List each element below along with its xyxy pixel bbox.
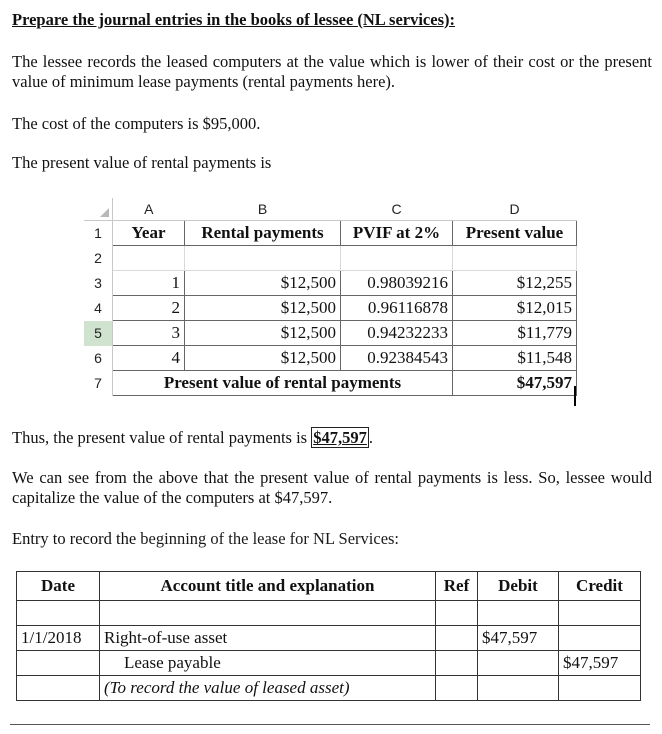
cost-paragraph: The cost of the computers is $95,000.: [12, 114, 261, 133]
credit-account: Lease payable: [100, 651, 436, 676]
journal-header-ref: Ref: [436, 572, 478, 601]
empty-cell: [478, 651, 559, 676]
total-value-cell[interactable]: $47,597: [453, 371, 577, 396]
column-header-d[interactable]: D: [453, 198, 577, 221]
pv-intro-paragraph: The present value of rental payments is: [12, 153, 272, 172]
intro-paragraph: The lessee records the leased computers at the value which is lower of their cost or the present value of minimum lease payments (rental payments here).: [12, 52, 652, 91]
pv-result-period: .: [368, 428, 373, 447]
year-cell[interactable]: 3: [113, 321, 185, 346]
year-cell[interactable]: 1: [113, 271, 185, 296]
pv-result-text: Thus, the present value of rental payments is: [12, 428, 312, 447]
credit-amount: $47,597: [559, 651, 641, 676]
pv-cell[interactable]: $12,015: [453, 296, 577, 321]
row-number[interactable]: 4: [84, 296, 113, 321]
header-year[interactable]: Year: [113, 221, 185, 246]
year-cell[interactable]: 4: [113, 346, 185, 371]
capitalize-paragraph: We can see from the above that the present value of rental payments is less. So, lessee would capitalize the value of the computers at $47,597.: [12, 468, 652, 507]
select-all-corner[interactable]: [84, 198, 113, 221]
empty-cell: [436, 651, 478, 676]
year-cell[interactable]: 2: [113, 296, 185, 321]
journal-entry-table: [16, 571, 641, 701]
pvif-cell[interactable]: 0.98039216: [341, 271, 453, 296]
empty-cell: [436, 626, 478, 651]
empty-cell: [436, 601, 478, 626]
pv-result-paragraph: [12, 428, 373, 448]
text-cursor: [574, 386, 576, 406]
column-header-c[interactable]: C: [341, 198, 453, 221]
debit-account: Right-of-use asset: [100, 626, 436, 651]
row-number[interactable]: 7: [84, 371, 113, 396]
pvif-cell[interactable]: 0.92384543: [341, 346, 453, 371]
row-number[interactable]: 6: [84, 346, 113, 371]
empty-cell: [17, 601, 100, 626]
empty-cell[interactable]: [453, 246, 577, 271]
bottom-divider: [10, 724, 650, 725]
pvif-cell[interactable]: 0.96116878: [341, 296, 453, 321]
empty-cell: [559, 626, 641, 651]
empty-cell: [559, 676, 641, 701]
pvif-cell[interactable]: 0.94232233: [341, 321, 453, 346]
total-label-cell[interactable]: Present value of rental payments: [113, 371, 453, 396]
pv-cell[interactable]: $12,255: [453, 271, 577, 296]
empty-cell: [559, 601, 641, 626]
narration: (To record the value of leased asset): [100, 676, 436, 701]
empty-cell[interactable]: [341, 246, 453, 271]
row-number[interactable]: 2: [84, 246, 113, 271]
pv-cell[interactable]: $11,779: [453, 321, 577, 346]
journal-header-debit: Debit: [478, 572, 559, 601]
row-number[interactable]: 1: [84, 221, 113, 246]
journal-header-credit: Credit: [559, 572, 641, 601]
empty-cell: [436, 676, 478, 701]
rent-cell[interactable]: $12,500: [185, 296, 341, 321]
debit-amount: $47,597: [478, 626, 559, 651]
entry-date: 1/1/2018: [17, 626, 100, 651]
journal-header-account: Account title and explanation: [100, 572, 436, 601]
entry-intro-paragraph: [12, 529, 399, 549]
pv-cell[interactable]: $11,548: [453, 346, 577, 371]
empty-cell[interactable]: [113, 246, 185, 271]
row-number-selected[interactable]: 5: [84, 321, 113, 346]
entry-intro-text: Entry to record the: [12, 529, 141, 548]
journal-header-date: Date: [17, 572, 100, 601]
header-present-value[interactable]: Present value: [453, 221, 577, 246]
column-header-a[interactable]: A: [113, 198, 185, 221]
empty-cell: [478, 676, 559, 701]
column-header-b[interactable]: B: [185, 198, 341, 221]
header-pvif[interactable]: PVIF at 2%: [341, 221, 453, 246]
page-heading: Prepare the journal entries in the books of lessee (NL services):: [12, 10, 455, 29]
header-rental-payments[interactable]: Rental payments: [185, 221, 341, 246]
empty-cell: [478, 601, 559, 626]
empty-cell[interactable]: [185, 246, 341, 271]
empty-cell: [17, 651, 100, 676]
entry-intro-rest: beginning of the lease for NL Services:: [140, 529, 400, 548]
rent-cell[interactable]: $12,500: [185, 321, 341, 346]
rent-cell[interactable]: $12,500: [185, 346, 341, 371]
pv-spreadsheet: [84, 198, 577, 396]
pv-result-highlight: $47,597: [313, 428, 367, 447]
empty-cell: [100, 601, 436, 626]
empty-cell: [17, 676, 100, 701]
row-number[interactable]: 3: [84, 271, 113, 296]
rent-cell[interactable]: $12,500: [185, 271, 341, 296]
